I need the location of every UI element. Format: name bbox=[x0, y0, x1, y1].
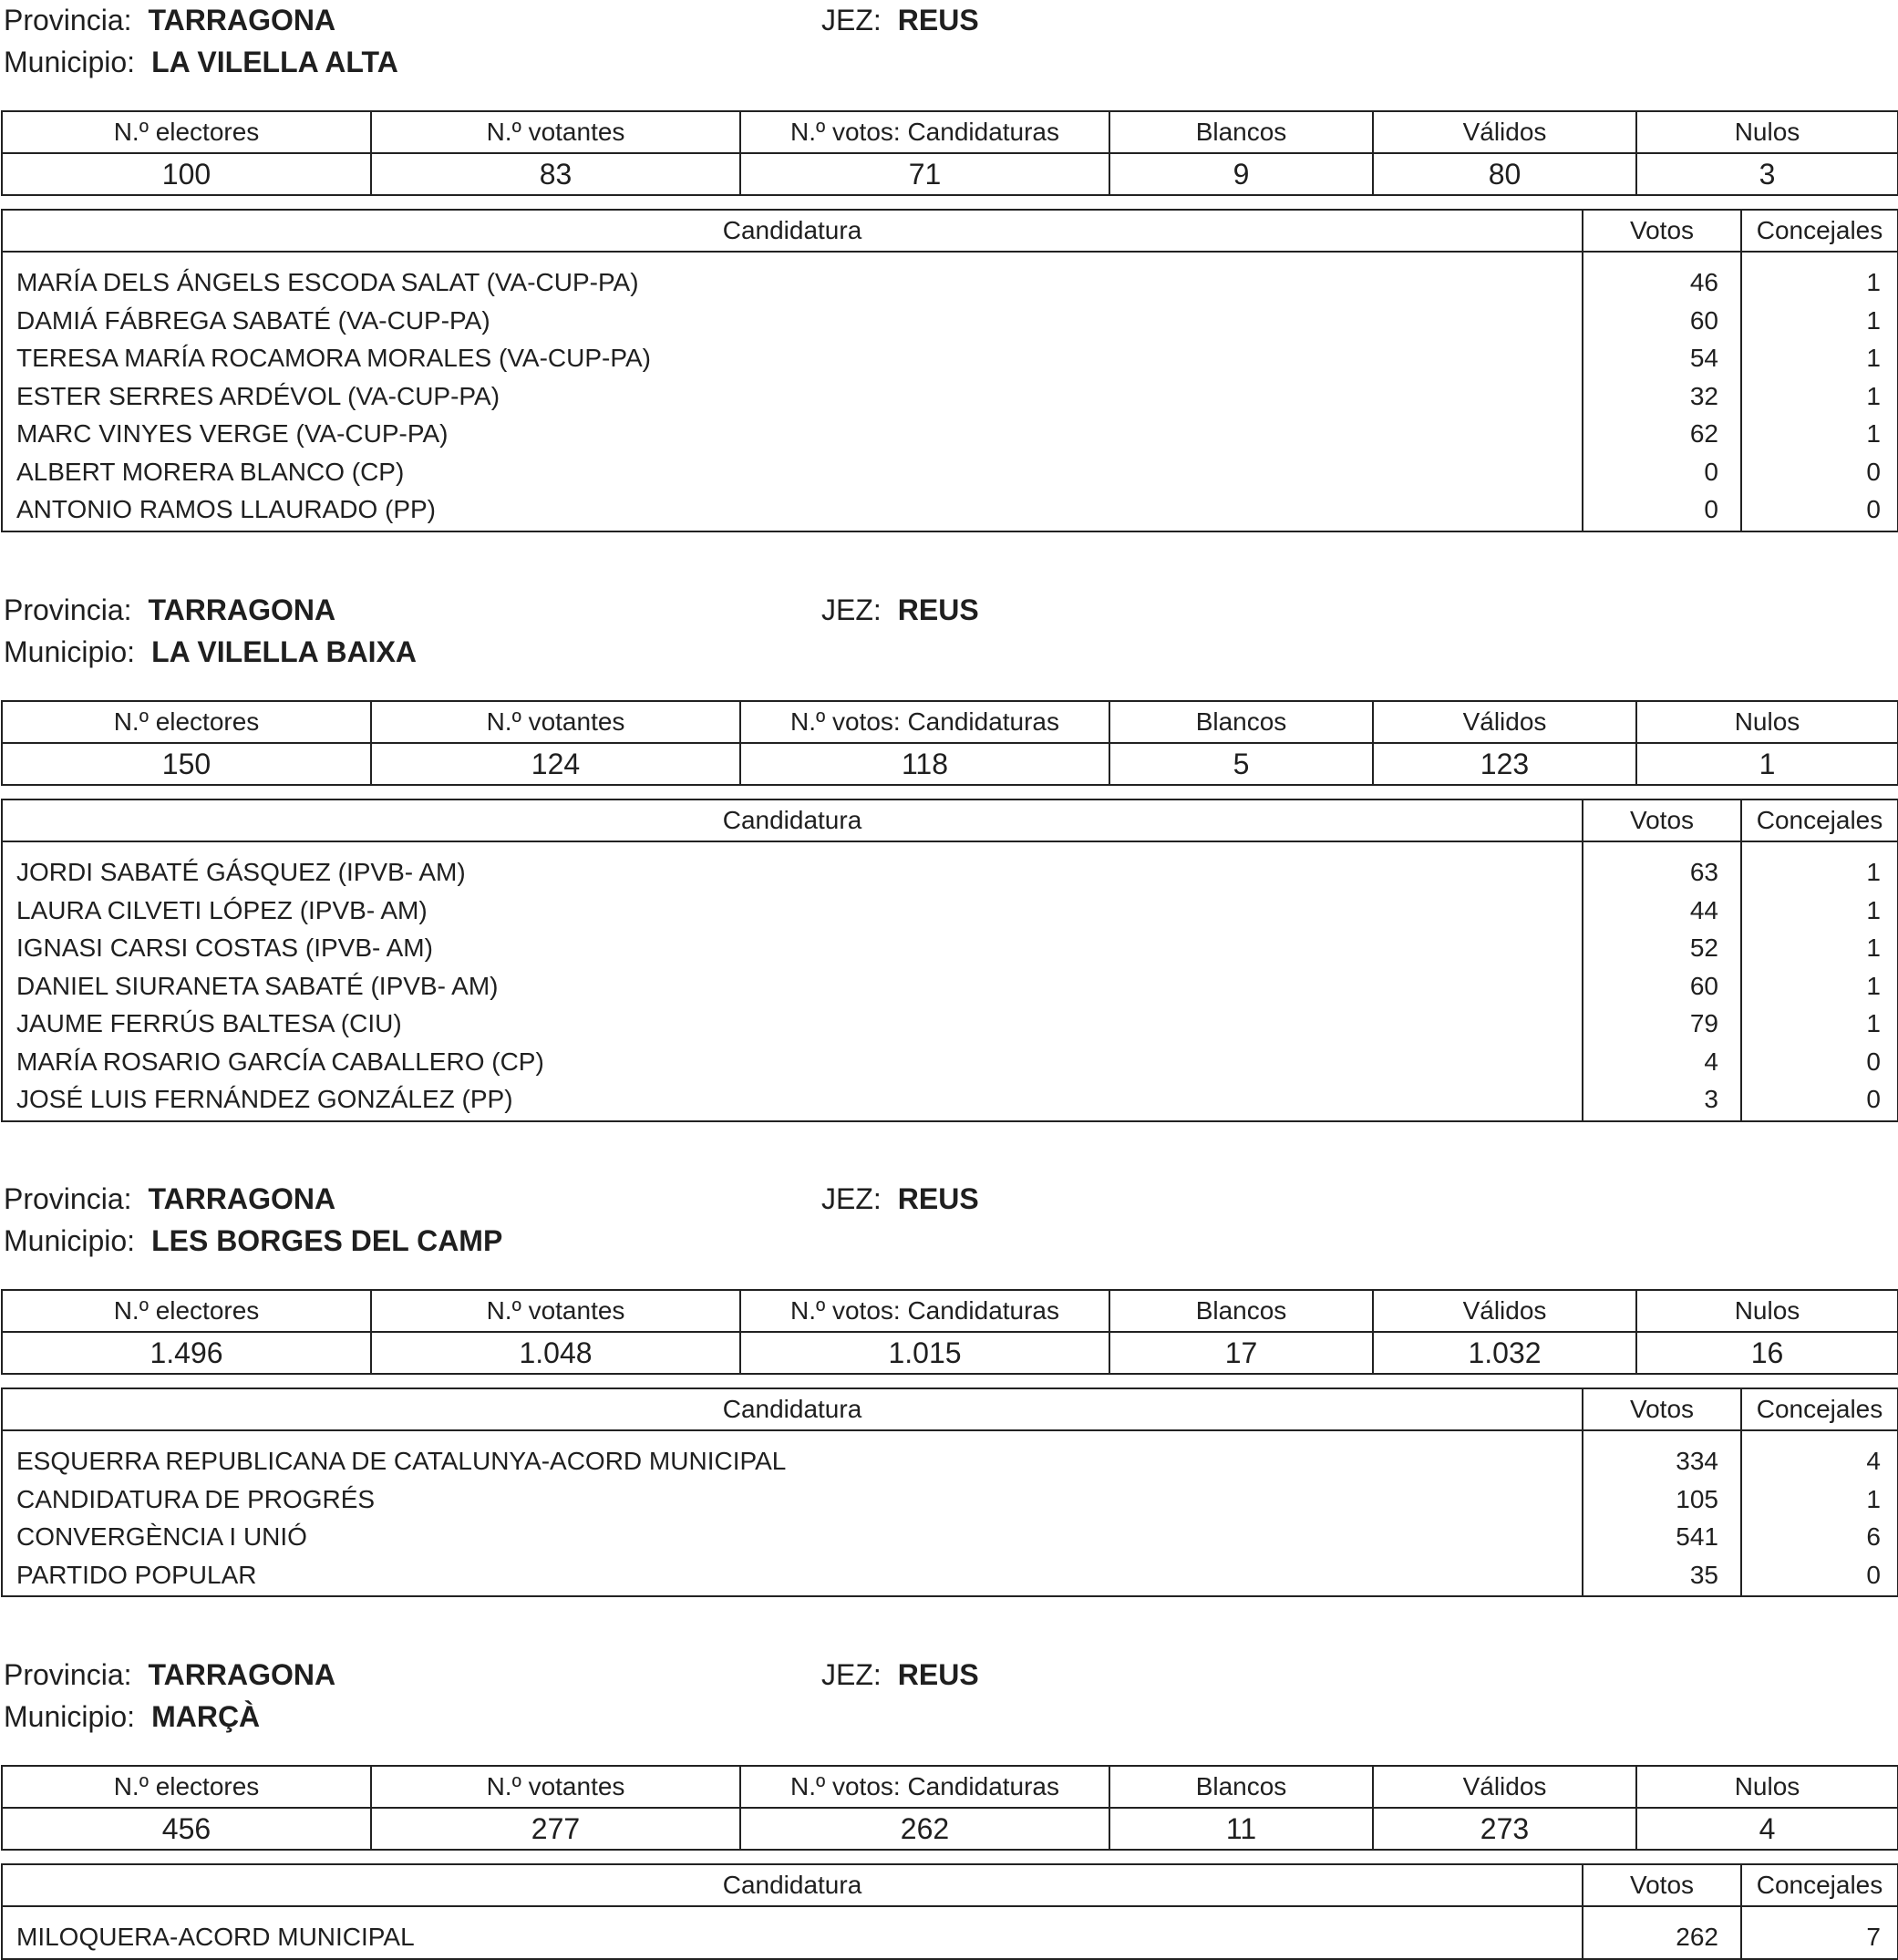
summary-table bbox=[1, 1765, 1898, 1851]
provincia-line bbox=[4, 592, 335, 628]
candidate-name: LAURA CILVETI LÓPEZ (IPVB- AM) bbox=[16, 895, 428, 924]
municipio-value: MARÇÀ bbox=[151, 1700, 261, 1733]
candidate-concejales: 1 bbox=[1866, 305, 1881, 335]
candidatura-header: Candidatura bbox=[2, 1388, 1583, 1430]
summary-header-nulos: Nulos bbox=[1636, 1290, 1898, 1332]
jez-line bbox=[821, 2, 979, 38]
summary-header-nulos: Nulos bbox=[1636, 701, 1898, 743]
summary-header-row bbox=[2, 1766, 1898, 1808]
candidate-name: CANDIDATURA DE PROGRÉS bbox=[16, 1484, 376, 1513]
candidate-votos: 105 bbox=[1676, 1484, 1718, 1513]
candidate-votos: 63 bbox=[1689, 858, 1718, 886]
summary-header-blancos: Blancos bbox=[1109, 1290, 1373, 1332]
candidate-votos: 54 bbox=[1689, 344, 1718, 372]
candidates-header-row bbox=[2, 1388, 1898, 1430]
concejales-header: Concejales bbox=[1741, 799, 1898, 841]
summary-value-nulos: 1 bbox=[1636, 743, 1898, 785]
jez-label: JEZ: bbox=[821, 4, 882, 36]
summary-header-validos: Válidos bbox=[1373, 1290, 1636, 1332]
provincia-value: TARRAGONA bbox=[148, 1182, 336, 1215]
candidate-name: JORDI SABATÉ GÁSQUEZ (IPVB- AM) bbox=[16, 858, 466, 886]
concejales-header: Concejales bbox=[1741, 1388, 1898, 1430]
candidate-votos: 262 bbox=[1676, 1923, 1718, 1951]
candidate-votos: 3 bbox=[1704, 1085, 1718, 1113]
candidate-concejales: 0 bbox=[1866, 495, 1881, 523]
municipio-label: Municipio: bbox=[4, 635, 136, 668]
summary-header-validos: Válidos bbox=[1373, 701, 1636, 743]
summary-header-validos: Válidos bbox=[1373, 111, 1636, 153]
candidates-table bbox=[1, 799, 1898, 1122]
summary-header-blancos: Blancos bbox=[1109, 111, 1373, 153]
candidates-body-row bbox=[2, 1430, 1898, 1596]
candidate-name: MARÍA DELS ÁNGELS ESCODA SALAT (VA-CUP-PA) bbox=[16, 268, 639, 296]
candidate-concejales: 7 bbox=[1866, 1923, 1881, 1951]
candidate-name: MARC VINYES VERGE (VA-CUP-PA) bbox=[16, 419, 449, 448]
provincia-line bbox=[4, 2, 335, 38]
candidate-votos: 541 bbox=[1676, 1522, 1718, 1551]
municipio-value: LA VILELLA BAIXA bbox=[151, 635, 418, 668]
votos-header: Votos bbox=[1583, 799, 1741, 841]
provincia-value: TARRAGONA bbox=[148, 1658, 336, 1691]
summary-value-electores: 100 bbox=[2, 153, 371, 195]
summary-value-blancos: 17 bbox=[1109, 1332, 1373, 1374]
candidate-name: CONVERGÈNCIA I UNIÓ bbox=[16, 1522, 307, 1551]
candidate-concejales: 0 bbox=[1866, 1085, 1881, 1113]
municipio-label: Municipio: bbox=[4, 1224, 136, 1257]
candidate-votos: 79 bbox=[1689, 1009, 1718, 1037]
votos-header: Votos bbox=[1583, 1388, 1741, 1430]
municipio-line bbox=[4, 1222, 502, 1259]
jez-value: REUS bbox=[897, 593, 979, 626]
candidates-table bbox=[1, 1863, 1898, 1960]
summary-value-nulos: 3 bbox=[1636, 153, 1898, 195]
summary-header-votos_candidaturas: N.º votos: Candidaturas bbox=[740, 701, 1109, 743]
candidate-name: ESQUERRA REPUBLICANA DE CATALUNYA-ACORD MUNICIPAL bbox=[16, 1447, 787, 1475]
candidate-concejales: 0 bbox=[1866, 457, 1881, 486]
summary-value-row bbox=[2, 153, 1898, 195]
candidate-name: MILOQUERA-ACORD MUNICIPAL bbox=[16, 1923, 415, 1951]
summary-value-blancos: 5 bbox=[1109, 743, 1373, 785]
summary-header-nulos: Nulos bbox=[1636, 111, 1898, 153]
summary-header-electores: N.º electores bbox=[2, 1766, 371, 1808]
summary-header-row bbox=[2, 111, 1898, 153]
municipio-value: LA VILELLA ALTA bbox=[151, 46, 398, 78]
provincia-label: Provincia: bbox=[4, 593, 132, 626]
municipio-label: Municipio: bbox=[4, 1700, 136, 1733]
candidate-votes-column bbox=[1583, 252, 1741, 531]
candidate-concejales: 1 bbox=[1866, 934, 1881, 962]
summary-value-blancos: 11 bbox=[1109, 1808, 1373, 1850]
votos-header: Votos bbox=[1583, 210, 1741, 252]
candidate-votos: 60 bbox=[1689, 971, 1718, 1000]
candidate-name: JAUME FERRÚS BALTESA (CIU) bbox=[16, 1009, 402, 1037]
candidate-name: ANTONIO RAMOS LLAURADO (PP) bbox=[16, 495, 437, 523]
candidate-votes-column bbox=[1583, 841, 1741, 1121]
candidates-body-row bbox=[2, 1906, 1898, 1959]
summary-value-votantes: 83 bbox=[371, 153, 740, 195]
summary-header-blancos: Blancos bbox=[1109, 701, 1373, 743]
candidate-votes-column bbox=[1583, 1430, 1741, 1596]
candidate-name: DAMIÁ FÁBREGA SABATÉ (VA-CUP-PA) bbox=[16, 305, 490, 335]
jez-value: REUS bbox=[897, 4, 979, 36]
summary-value-electores: 1.496 bbox=[2, 1332, 371, 1374]
summary-value-validos: 1.032 bbox=[1373, 1332, 1636, 1374]
candidate-concejales: 6 bbox=[1866, 1522, 1881, 1551]
summary-value-row bbox=[2, 743, 1898, 785]
candidate-concejales: 1 bbox=[1866, 971, 1881, 1000]
jez-line bbox=[821, 1656, 979, 1693]
summary-header-votos_candidaturas: N.º votos: Candidaturas bbox=[740, 1290, 1109, 1332]
provincia-value: TARRAGONA bbox=[148, 4, 336, 36]
candidate-concejales-column bbox=[1741, 1906, 1898, 1959]
municipio-value: LES BORGES DEL CAMP bbox=[151, 1224, 503, 1257]
concejales-header: Concejales bbox=[1741, 210, 1898, 252]
summary-header-electores: N.º electores bbox=[2, 1290, 371, 1332]
summary-table bbox=[1, 110, 1898, 196]
summary-header-blancos: Blancos bbox=[1109, 1766, 1373, 1808]
summary-value-row bbox=[2, 1808, 1898, 1850]
candidate-votos: 4 bbox=[1704, 1047, 1718, 1076]
summary-header-electores: N.º electores bbox=[2, 111, 371, 153]
candidate-concejales: 1 bbox=[1866, 419, 1881, 448]
candidates-header-row bbox=[2, 210, 1898, 252]
candidate-concejales: 1 bbox=[1866, 344, 1881, 372]
votos-header: Votos bbox=[1583, 1864, 1741, 1906]
candidate-concejales: 0 bbox=[1866, 1560, 1881, 1589]
summary-value-nulos: 16 bbox=[1636, 1332, 1898, 1374]
summary-header-row bbox=[2, 1290, 1898, 1332]
candidate-names-column bbox=[2, 252, 1583, 531]
candidate-name: ESTER SERRES ARDÉVOL (VA-CUP-PA) bbox=[16, 381, 500, 410]
candidate-name: IGNASI CARSI COSTAS (IPVB- AM) bbox=[16, 934, 433, 962]
candidate-name: TERESA MARÍA ROCAMORA MORALES (VA-CUP-PA) bbox=[16, 344, 651, 372]
candidate-names-column bbox=[2, 1906, 1583, 1959]
provincia-label: Provincia: bbox=[4, 4, 132, 36]
summary-value-votos_candidaturas: 71 bbox=[740, 153, 1109, 195]
summary-value-electores: 150 bbox=[2, 743, 371, 785]
candidate-names-column bbox=[2, 1430, 1583, 1596]
summary-header-votantes: N.º votantes bbox=[371, 111, 740, 153]
jez-value: REUS bbox=[897, 1658, 979, 1691]
candidate-name: PARTIDO POPULAR bbox=[16, 1560, 257, 1589]
provincia-line bbox=[4, 1181, 335, 1217]
candidate-concejales: 1 bbox=[1866, 1484, 1881, 1513]
candidate-concejales: 4 bbox=[1866, 1447, 1881, 1475]
summary-value-row bbox=[2, 1332, 1898, 1374]
summary-value-validos: 123 bbox=[1373, 743, 1636, 785]
candidate-concejales-column bbox=[1741, 252, 1898, 531]
summary-header-votantes: N.º votantes bbox=[371, 701, 740, 743]
candidate-votos: 60 bbox=[1689, 305, 1718, 335]
summary-header-validos: Válidos bbox=[1373, 1766, 1636, 1808]
summary-value-votos_candidaturas: 262 bbox=[740, 1808, 1109, 1850]
candidate-concejales: 1 bbox=[1866, 381, 1881, 410]
summary-table bbox=[1, 700, 1898, 786]
municipio-line bbox=[4, 1698, 260, 1735]
jez-label: JEZ: bbox=[821, 1658, 882, 1691]
summary-value-nulos: 4 bbox=[1636, 1808, 1898, 1850]
candidates-header-row bbox=[2, 799, 1898, 841]
candidate-concejales: 0 bbox=[1866, 1047, 1881, 1076]
summary-header-nulos: Nulos bbox=[1636, 1766, 1898, 1808]
candidates-body-row bbox=[2, 252, 1898, 531]
summary-header-votantes: N.º votantes bbox=[371, 1766, 740, 1808]
candidate-name: ALBERT MORERA BLANCO (CP) bbox=[16, 457, 405, 486]
municipio-label: Municipio: bbox=[4, 46, 136, 78]
candidates-table bbox=[1, 1387, 1898, 1597]
summary-value-votos_candidaturas: 118 bbox=[740, 743, 1109, 785]
candidate-concejales: 1 bbox=[1866, 895, 1881, 924]
candidate-votos: 44 bbox=[1689, 895, 1718, 924]
candidate-votes-column bbox=[1583, 1906, 1741, 1959]
candidatura-header: Candidatura bbox=[2, 799, 1583, 841]
candidate-votos: 334 bbox=[1676, 1447, 1718, 1475]
candidate-votos: 35 bbox=[1689, 1560, 1718, 1589]
jez-value: REUS bbox=[897, 1182, 979, 1215]
summary-table bbox=[1, 1289, 1898, 1375]
jez-label: JEZ: bbox=[821, 1182, 882, 1215]
candidate-votos: 32 bbox=[1689, 381, 1718, 410]
summary-value-validos: 80 bbox=[1373, 153, 1636, 195]
candidate-concejales-column bbox=[1741, 1430, 1898, 1596]
municipio-line bbox=[4, 634, 417, 670]
summary-value-electores: 456 bbox=[2, 1808, 371, 1850]
summary-value-validos: 273 bbox=[1373, 1808, 1636, 1850]
candidate-concejales: 1 bbox=[1866, 858, 1881, 886]
candidate-concejales: 1 bbox=[1866, 268, 1881, 296]
summary-header-row bbox=[2, 701, 1898, 743]
candidate-votos: 52 bbox=[1689, 934, 1718, 962]
provincia-label: Provincia: bbox=[4, 1658, 132, 1691]
candidate-name: MARÍA ROSARIO GARCÍA CABALLERO (CP) bbox=[16, 1047, 544, 1076]
candidate-votos: 46 bbox=[1689, 268, 1718, 296]
candidate-votos: 0 bbox=[1704, 495, 1718, 523]
jez-label: JEZ: bbox=[821, 593, 882, 626]
summary-header-votos_candidaturas: N.º votos: Candidaturas bbox=[740, 1766, 1109, 1808]
summary-value-votantes: 1.048 bbox=[371, 1332, 740, 1374]
provincia-value: TARRAGONA bbox=[148, 593, 336, 626]
concejales-header: Concejales bbox=[1741, 1864, 1898, 1906]
summary-value-votantes: 277 bbox=[371, 1808, 740, 1850]
provincia-label: Provincia: bbox=[4, 1182, 132, 1215]
candidate-concejales: 1 bbox=[1866, 1009, 1881, 1037]
candidatura-header: Candidatura bbox=[2, 1864, 1583, 1906]
candidates-header-row bbox=[2, 1864, 1898, 1906]
municipio-line bbox=[4, 44, 398, 80]
summary-value-blancos: 9 bbox=[1109, 153, 1373, 195]
summary-header-electores: N.º electores bbox=[2, 701, 371, 743]
candidates-table bbox=[1, 209, 1898, 532]
candidate-name: JOSÉ LUIS FERNÁNDEZ GONZÁLEZ (PP) bbox=[16, 1085, 513, 1113]
summary-value-votantes: 124 bbox=[371, 743, 740, 785]
provincia-line bbox=[4, 1656, 335, 1693]
summary-value-votos_candidaturas: 1.015 bbox=[740, 1332, 1109, 1374]
summary-header-votantes: N.º votantes bbox=[371, 1290, 740, 1332]
candidatura-header: Candidatura bbox=[2, 210, 1583, 252]
candidate-name: DANIEL SIURANETA SABATÉ (IPVB- AM) bbox=[16, 971, 499, 1000]
jez-line bbox=[821, 1181, 979, 1217]
candidate-names-column bbox=[2, 841, 1583, 1121]
candidate-votos: 0 bbox=[1704, 457, 1718, 486]
jez-line bbox=[821, 592, 979, 628]
candidate-votos: 62 bbox=[1689, 419, 1718, 448]
summary-header-votos_candidaturas: N.º votos: Candidaturas bbox=[740, 111, 1109, 153]
candidates-body-row bbox=[2, 841, 1898, 1121]
candidate-concejales-column bbox=[1741, 841, 1898, 1121]
